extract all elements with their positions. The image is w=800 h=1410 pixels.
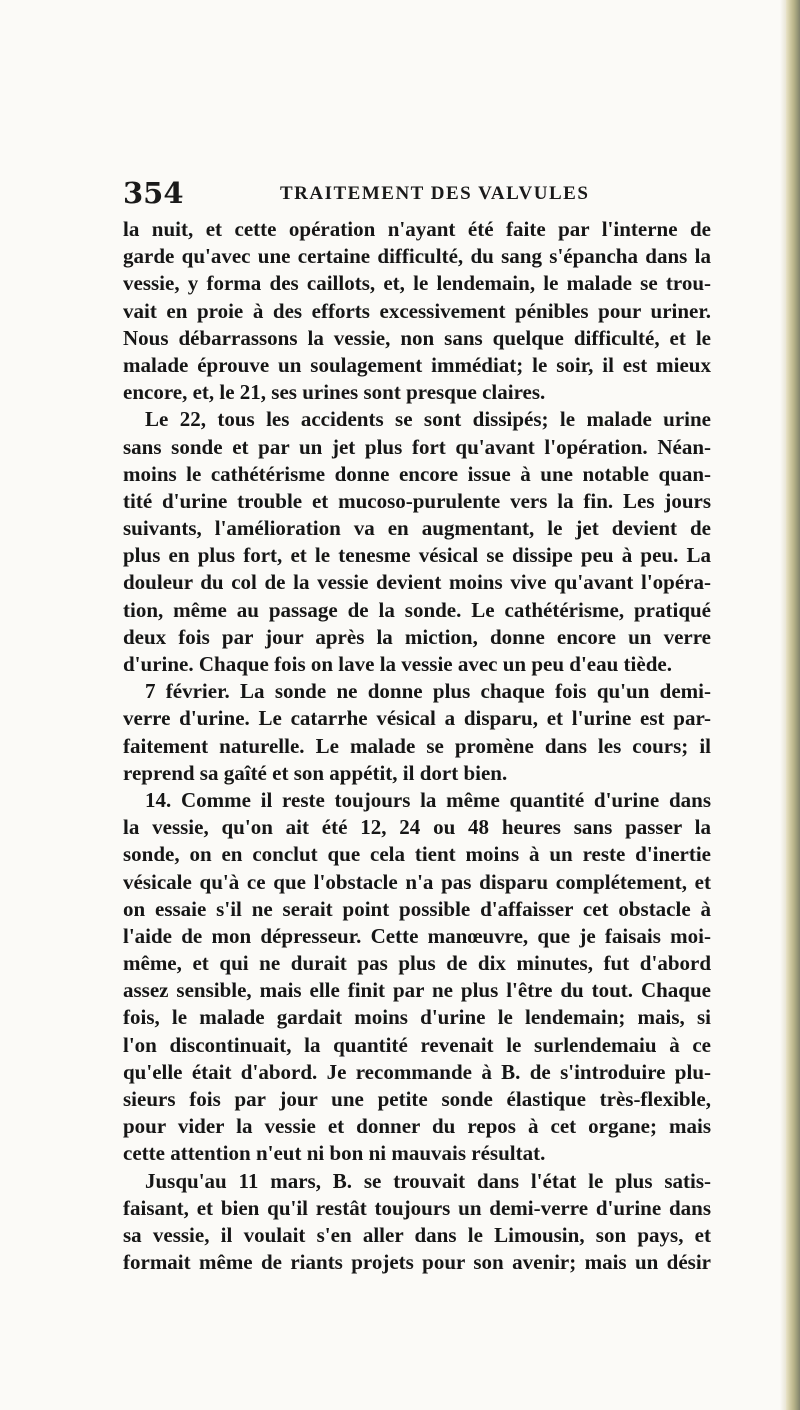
text-line: douleur du col de la vessie devient moins vive qu'avant l'opéra-	[123, 570, 711, 595]
text-line: l'on discontinuait, la quantité revenait le surlendemaiu à ce	[123, 1032, 711, 1057]
text-line: malade éprouve un soulagement immédiat; le soir, il est mieux	[123, 352, 711, 377]
text-line: plus en plus fort, et le tenesme vésical se dissipe peu à peu. La	[123, 543, 711, 568]
text-line: on essaie s'il ne serait point possible d'affaisser cet obstacle à	[123, 896, 711, 921]
text-line: pour vider la vessie et donner du repos à cet organe; mais	[123, 1114, 711, 1139]
text-line: 14. Comme il reste toujours la même quantité d'urine dans	[145, 787, 711, 812]
body-text	[123, 216, 711, 1276]
text-line: moins le cathétérisme donne encore issue à une notable quan-	[123, 461, 711, 486]
text-line: encore, et, le 21, ses urines sont presque claires.	[123, 380, 546, 405]
text-line: la nuit, et cette opération n'ayant été faite par l'interne de	[123, 217, 711, 241]
text-line: vessie, y forma des caillots, et, le lendemain, le malade se trou-	[123, 271, 711, 296]
text-line: d'urine. Chaque fois on lave la vessie avec un peu d'eau tiède.	[123, 652, 672, 676]
text-line: tion, même au passage de la sonde. Le cathétérisme, pratiqué	[123, 597, 711, 622]
text-line: sonde, on en conclut que cela tient moins à un reste d'inertie	[123, 842, 711, 867]
page-number: 354	[123, 176, 184, 210]
text-line: assez sensible, mais elle finit par ne plus l'être du tout. Chaque	[123, 978, 711, 1003]
text-line: sa vessie, il voulait s'en aller dans le Limousin, son pays, et	[123, 1222, 711, 1247]
text-line: sans sonde et par un jet plus fort qu'avant l'opération. Néan-	[123, 434, 711, 459]
page-edge	[786, 0, 800, 1410]
text-line: faitement naturelle. Le malade se promène dans les cours; il	[123, 733, 711, 758]
text-line: suivants, l'amélioration va en augmentant, le jet devient de	[123, 516, 711, 541]
text-line: reprend sa gaîté et son appétit, il dort bien.	[123, 760, 508, 785]
text-line: verre d'urine. Le catarrhe vésical a disparu, et l'urine est par-	[123, 706, 711, 731]
text-line: qu'elle était d'abord. Je recommande à B. de s'introduire plu-	[123, 1059, 711, 1084]
text-line: même, et qui ne durait pas plus de dix minutes, fut d'abord	[123, 951, 711, 976]
text-line: Jusqu'au 11 mars, B. se trouvait dans l'état le plus satis-	[145, 1168, 711, 1193]
text-line: l'aide de mon dépresseur. Cette manœuvre, que je faisais moi-	[123, 923, 711, 948]
text-line: tité d'urine trouble et mucoso-purulente vers la fin. Les jours	[123, 488, 711, 513]
text-line: sieurs fois par jour une petite sonde élastique très-flexible,	[123, 1087, 711, 1111]
text-line: formait même de riants projets pour son avenir; mais un désir	[123, 1250, 711, 1275]
text-line: garde qu'avec une certaine difficulté, du sang s'épancha dans la	[123, 244, 711, 269]
text-line: vésicale qu'à ce que l'obstacle n'a pas disparu complétement, et	[123, 869, 711, 894]
running-title: TRAITEMENT DES VALVULES	[280, 183, 590, 204]
running-head	[123, 176, 711, 210]
text-line: deux fois par jour après la miction, donne encore un verre	[123, 624, 711, 649]
text-line: Nous débarrassons la vessie, non sans quelque difficulté, et le	[123, 325, 711, 350]
text-line: cette attention n'eut ni bon ni mauvais résultat.	[123, 1141, 546, 1166]
text-line: la vessie, qu'on ait été 12, 24 ou 48 heures sans passer la	[123, 815, 711, 840]
text-line: 7 février. La sonde ne donne plus chaque fois qu'un demi-	[145, 679, 711, 704]
text-line: fois, le malade gardait moins d'urine le lendemain; mais, si	[123, 1005, 711, 1030]
text-line: faisant, et bien qu'il restât toujours un demi-verre d'urine dans	[123, 1195, 711, 1220]
text-line: vait en proie à des efforts excessivement pénibles pour uriner.	[123, 298, 711, 323]
text-line: Le 22, tous les accidents se sont dissipés; le malade urine	[145, 407, 711, 432]
